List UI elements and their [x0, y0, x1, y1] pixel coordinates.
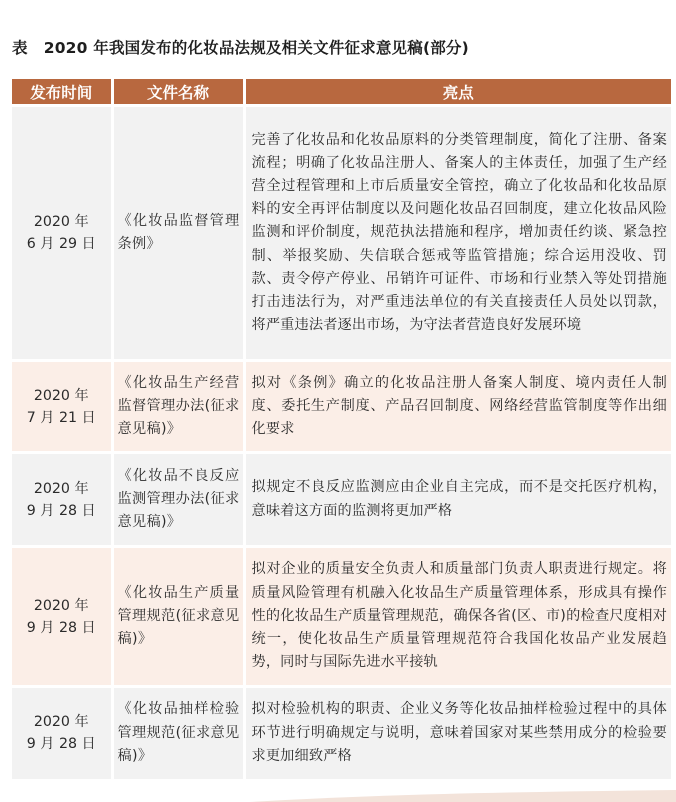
caption-title: 2020 年我国发布的化妆品法规及相关文件征求意见稿(部分) [43, 39, 469, 57]
table-row [12, 453, 671, 547]
header-highlights: 亮点 [244, 79, 671, 106]
table-row [12, 106, 671, 361]
release-month-day: 9 月 28 日 [26, 736, 96, 753]
document-name-cell: 《化妆品不良反应监测管理办法(征求意见稿)》 [112, 453, 244, 547]
regulations-table [12, 79, 671, 779]
release-year: 2020 年 [33, 214, 89, 230]
release-date-cell [12, 547, 112, 687]
caption-label: 表 [12, 39, 28, 57]
document-name-cell: 《化妆品抽样检验管理规范(征求意见稿)》 [112, 687, 244, 779]
release-date-cell [12, 687, 112, 779]
highlight-cell: 完善了化妆品和化妆品原料的分类管理制度，简化了注册、备案流程；明确了化妆品注册人、备案人的主体责任，加强了生产经营全过程管理和上市后质量安全管控，确立了化妆品和化妆品原料的安全再评估制度以及问题化妆品召回制度，建立化妆品风险监测和评价制度，规范执法措施和程序，增加责任约谈、紧急控制、举报奖励、失信联合惩戒等监管措施；综合运用没收、罚款、责令停产停业、吊销许可证件、市场和行业禁入等处罚措施打击违法行为，对严重违法单位的有关直接责任人员处以罚款，将严重违法者逐出市场，为守法者营造良好发展环境 [244, 106, 671, 361]
release-date-cell [12, 361, 112, 453]
highlight-cell: 拟对检验机构的职责、企业义务等化妆品抽样检验过程中的具体环节进行明确规定与说明，意味着国家对某些禁用成分的检验要求更加细致严格 [244, 687, 671, 779]
release-month-day: 7 月 21 日 [26, 409, 96, 426]
table-caption [12, 36, 469, 58]
release-year: 2020 年 [33, 597, 89, 614]
document-name-cell: 《化妆品生产经营监督管理办法(征求意见稿)》 [112, 361, 244, 453]
highlight-cell: 拟对《条例》确立的化妆品注册人备案人制度、境内责任人制度、委托生产制度、产品召回制度、网络经营监管制度等作出细化要求 [244, 361, 671, 453]
table-row [12, 547, 671, 687]
release-year: 2020 年 [33, 714, 89, 731]
release-date-cell [12, 453, 112, 547]
release-month-day: 9 月 28 日 [26, 619, 96, 636]
header-document-name: 文件名称 [112, 79, 244, 106]
bottom-decoration [0, 790, 676, 802]
table-row [12, 361, 671, 453]
document-name-cell: 《化妆品生产质量管理规范(征求意见稿)》 [112, 547, 244, 687]
highlight-cell: 拟规定不良反应监测应由企业自主完成，而不是交托医疗机构，意味着这方面的监测将更加严格 [244, 453, 671, 547]
release-month-day: 6 月 29 日 [26, 236, 96, 252]
release-month-day: 9 月 28 日 [26, 502, 96, 519]
table-header-row [12, 79, 671, 106]
header-release-date: 发布时间 [12, 79, 112, 106]
release-date-cell [12, 106, 112, 361]
release-year: 2020 年 [33, 387, 89, 404]
table-row [12, 687, 671, 779]
document-name-cell: 《化妆品监督管理条例》 [112, 106, 244, 361]
release-year: 2020 年 [33, 480, 89, 497]
highlight-cell: 拟对企业的质量安全负责人和质量部门负责人职责进行规定。将质量风险管理有机融入化妆品生产质量管理体系，形成具有操作性的化妆品生产质量管理规范，确保各省(区、市)的检查尺度相对统一，使化妆品生产质量管理规范符合我国化妆品产业发展趋势，同时与国际先进水平接轨 [244, 547, 671, 687]
